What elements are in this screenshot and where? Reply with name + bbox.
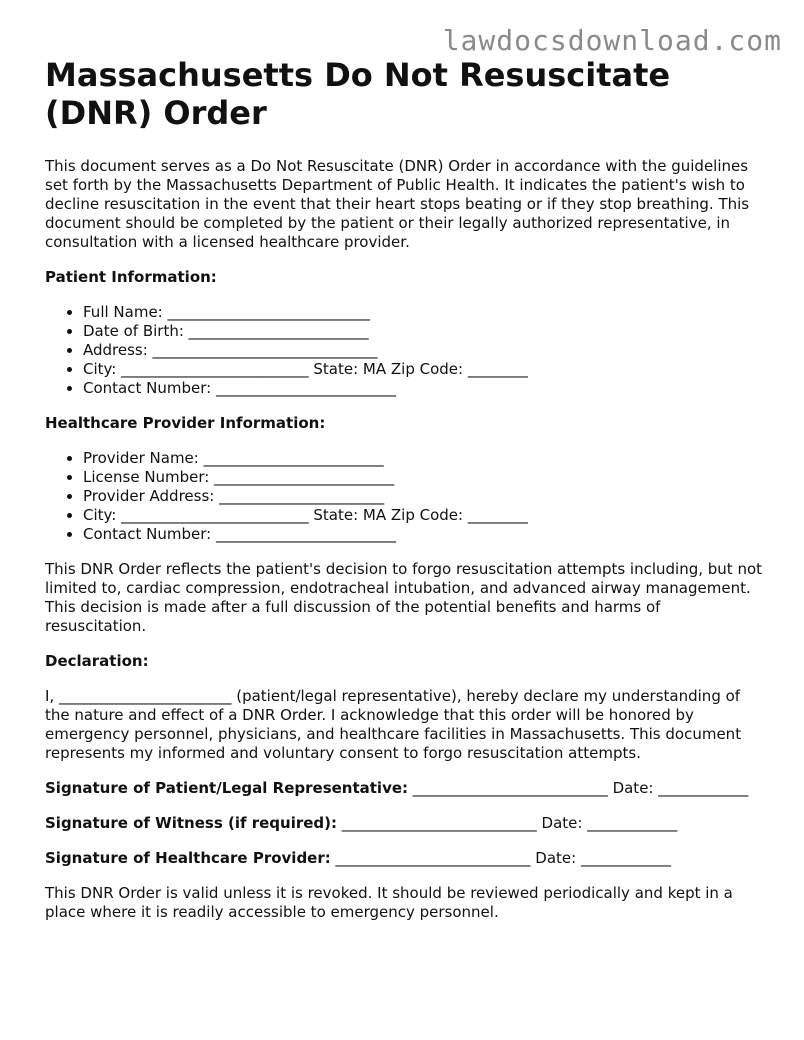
- witness-signature-line[interactable]: [45, 814, 765, 833]
- provider-city-state-zip-field[interactable]: • City: _________________________ State: MA Zip Code: ________: [83, 506, 765, 525]
- patient-dob-field[interactable]: • Date of Birth: ________________________: [83, 322, 765, 341]
- reflection-paragraph: This DNR Order reflects the patient's decision to forgo resuscitation attempts including, but not limited to, cardiac compression, endotracheal intubation, and advanced airway management. This decision is made after a full discussion of the potential benefits and harms of resuscitation.: [45, 560, 763, 635]
- provider-signature-label: Signature of Healthcare Provider:: [45, 849, 331, 867]
- provider-info-list: [45, 449, 765, 544]
- provider-license-number-field[interactable]: • License Number: ________________________: [83, 468, 765, 487]
- intro-paragraph: This document serves as a Do Not Resuscitate (DNR) Order in accordance with the guidelines set forth by the Massachusetts Department of Public Health. It indicates the patient's wish to decline resuscitation in the event that their heart stops beating or if they stop breathing. This document should be completed by the patient or their legally authorized representative, in consultation with a licensed healthcare provider.: [45, 157, 750, 251]
- declaration-heading: Declaration:: [45, 652, 149, 670]
- provider-signature-line[interactable]: [45, 849, 765, 868]
- patient-contact-number-field[interactable]: • Contact Number: ________________________: [83, 379, 765, 398]
- provider-signature-blanks[interactable]: __________________________ Date: ____________: [330, 849, 671, 867]
- provider-info-heading: Healthcare Provider Information:: [45, 414, 326, 432]
- provider-name-field[interactable]: • Provider Name: ________________________: [83, 449, 765, 468]
- patient-full-name-field[interactable]: • Full Name: ___________________________: [83, 303, 765, 322]
- document-body: [45, 56, 765, 938]
- patient-address-field[interactable]: • Address: ______________________________: [83, 341, 765, 360]
- watermark: lawdocsdownload.com: [442, 24, 782, 57]
- patient-info-list: [45, 303, 765, 398]
- closing-paragraph: This DNR Order is valid unless it is revoked. It should be reviewed periodically and kept in a place where it is readily accessible to emergency personnel.: [45, 884, 733, 921]
- patient-signature-label: Signature of Patient/Legal Representative:: [45, 779, 409, 797]
- witness-signature-label: Signature of Witness (if required):: [45, 814, 338, 832]
- page-title: Massachusetts Do Not Resuscitate (DNR) Order: [45, 56, 671, 132]
- patient-city-state-zip-field[interactable]: • City: _________________________ State: MA Zip Code: ________: [83, 360, 765, 379]
- patient-signature-blanks[interactable]: __________________________ Date: ____________: [408, 779, 749, 797]
- provider-address-field[interactable]: • Provider Address: ______________________: [83, 487, 765, 506]
- patient-info-heading: Patient Information:: [45, 268, 217, 286]
- provider-contact-number-field[interactable]: • Contact Number: ________________________: [83, 525, 765, 544]
- declaration-paragraph[interactable]: I, _______________________ (patient/legal representative), hereby declare my understanding of the nature and effect of a DNR Order. I acknowledge that this order will be honored by emergency personnel, physicians, and healthcare facilities in Massachusetts. This document represents my informed and voluntary consent to forgo resuscitation attempts.: [45, 687, 742, 762]
- witness-signature-blanks[interactable]: __________________________ Date: ____________: [337, 814, 678, 832]
- patient-signature-line[interactable]: [45, 779, 765, 798]
